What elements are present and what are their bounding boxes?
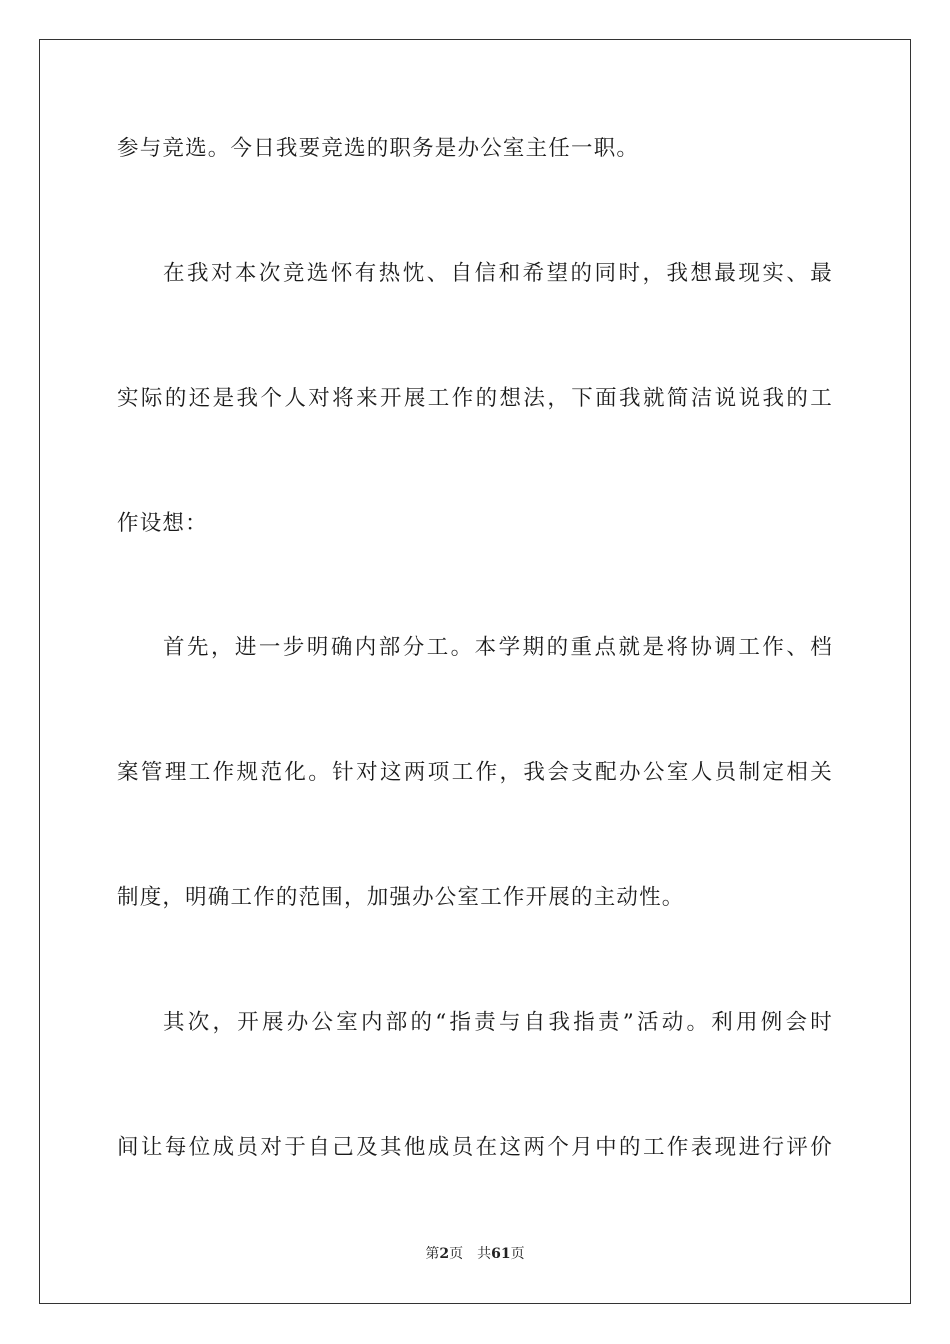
total-label-suffix: 页 <box>510 1246 525 1262</box>
text-line: 案管理工作规范化。针对这两项工作，我会支配办公室人员制定相关 <box>117 760 833 785</box>
page-border <box>39 39 911 1304</box>
text-line: 间让每位成员对于自己及其他成员在这两个月中的工作表现进行评价 <box>117 1135 833 1160</box>
page-footer <box>0 1245 950 1263</box>
text-line: 作设想： <box>117 511 208 536</box>
page-label-prefix: 第 <box>425 1246 440 1262</box>
total-pages: 61 <box>491 1246 511 1262</box>
text-line: 其次，开展办公室内部的“指责与自我指责”活动。利用例会时 <box>163 1010 833 1035</box>
page-number: 2 <box>439 1246 450 1262</box>
page-label-suffix: 页 <box>449 1246 464 1262</box>
total-label-prefix: 共 <box>477 1246 492 1262</box>
text-line: 在我对本次竞选怀有热忱、自信和希望的同时，我想最现实、最 <box>163 261 833 286</box>
text-line: 制度，明确工作的范围，加强办公室工作开展的主动性。 <box>117 885 685 910</box>
text-line: 首先，进一步明确内部分工。本学期的重点就是将协调工作、档 <box>163 635 833 660</box>
text-line: 参与竞选。今日我要竞选的职务是办公室主任一职。 <box>117 136 640 161</box>
text-line: 实际的还是我个人对将来开展工作的想法，下面我就简洁说说我的工 <box>117 386 833 411</box>
